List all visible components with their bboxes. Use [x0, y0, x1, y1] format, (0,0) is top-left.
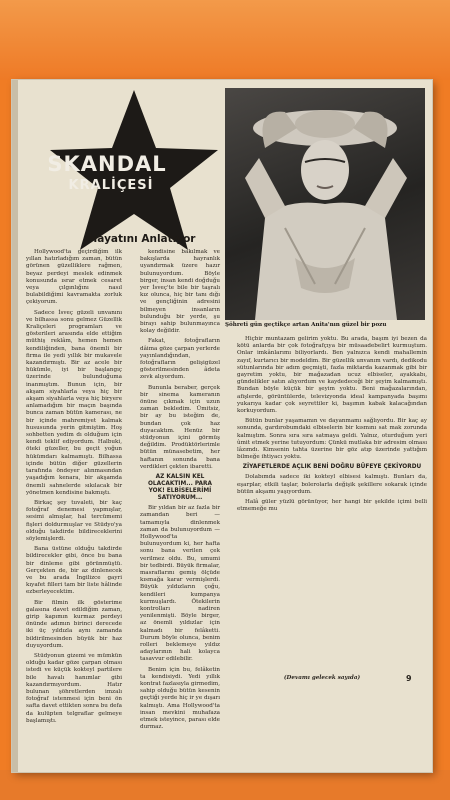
- photo-woman-hat: [225, 88, 425, 320]
- section-heading: AZ KALSIN KEL OLACAKTIM... PARA YOK! ELBİSELERİMİ SATIYORUM...: [148, 474, 212, 502]
- article-headline: Hayatını Anlatıyor: [88, 233, 196, 245]
- paragraph: Hollywood'ta geçirdiğim ilk yıllan hatırladığım zaman, bütün görünen güzelliklere rağmen, beyaz perdeyi meslek edinmek konusunda ısrar etmek cesaret veya çılgınlığını nasıl bulabildiğimi kavramakta zorluk çekiyorum.: [26, 249, 122, 306]
- column-left: [26, 249, 122, 728]
- paragraph: Bir filmin ilk gösterime galasına davet edildiğim zaman, girip kapımın kurmaz perdeyi önünde adımın birinci derecede iki üç yıldızla aynı zamanda bildirilmesinden büyük bir haz duyuyordum.: [26, 599, 122, 649]
- paragraph: Fakat, fotoğrafların dâima göze çarpan yerlerde yayınlandığından, fotoğrafların gelişigüzel gösterilmesinden âdeta zevk alıyordum.: [140, 338, 220, 381]
- photo-caption: Şöhreti gün geçtikçe artan Anita'nın güzel bir pozu: [225, 322, 387, 328]
- paragraph: Bununla beraber, gerçek bir sinema kameranın önüne çıkmak için uzun zaman bekledim. Ümitsiz, bir ay bu isteğim de, bundan çok haz duyacaktım. Henüz bir stüdyonun içini görmüş değildim. Prodüktörlerimle bütün münasebetim, her haftanın sonunda bana verdikleri çekten ibaretti.: [140, 384, 220, 470]
- column-middle: [140, 249, 220, 734]
- background-bottom: [0, 770, 450, 800]
- paragraph: kendisine bakılmak ve bakışlarda hayranlık uyandırmak üzere hazır bulunuyordum. Böyle birger, insan kendi doğduğu yer İsveç'te bile bir taşralı kız olunca, hiç bir tanı dığı ve gençliğinin adresini bilmeyen insanların bulunduğu bir yerde, şu birayı sahip bulunmayınca kolay değildir.: [140, 249, 220, 335]
- paragraph: Stüdyonun gizemi ve mümkün olduğu kadar göze çarpan olması istedi ve küçük kokteyl partilere bile havalı hanımlar gibi kazandırmıyordum. Hatır bulunan şöhretlerden imzalı fotoğraf istenmesi için beni ön safta davet ettikten sonra bu defa da kulüpten telgraflar gelmeye başlamıştı.: [26, 652, 122, 724]
- paragraph: Halâ güler yüzlü görünüyor, her hangi bir şekilde içimi belli etmemeğe mu: [237, 499, 427, 513]
- paragraph: Hiçbir muntazam gelirim yoktu. Bu arada, başım iyi bezen da kötü anlarda bir çok fotoğrafçıya bir müsaadebelirt kurmuştum. Onlar imkânlarımı biliyorlardı. Ben yalnızca kendi mahallemin zayıf, kurtarıcı bir modeldim. Bir güzellik unvanım vardı, dedikodu sütunlarında bir adım geçmişti, fazla miktarda kazanmak gibi bir gayretim yoktu, bir mağazadan ucuz elbiseler, ayakkabı, gündelikler satın alıyordum ve kaydedeceği bir şeyim kalmamıştı. Bundan böyle küçük bir şeyim yoktu. Beni mağazalarından, afişlerde, görüntülerde, televizyonda ideal kampanyada başımı yukarıya kadar çok seyrettiler ki, başımın kabak kalacağından korkuyordum.: [237, 336, 427, 415]
- paragraph: Bütün bunlar yaşamamın ve dayanmamı sağlıyordu. Bir kaç ay sonunda, gardırobumdaki elbiselerin bir kısmını sat mak zorunda kalmıştım. Sonra sıra sıra satmaya geldi. Yalnız, oturduğum yeri ûmit etmek yerine tutuyordum: Çünkü mutlaka bir adresim olması lâzımdı. Kimsenin tahta üzerine bir göz atıp üzerinde yattığım bilmeğe ihtiyacı yoktu.: [237, 418, 427, 461]
- paragraph: Bir yıldan bir az fazla bir zamandan beri — tamamıyla dinlenmek zaman da bulunuyordum — Hollywood'ta bulunuyordum ki, her hafta sonu bana verilen çek verilmez oldu. Bu, umumi bir tedbirdi. Büyük firmalar, masraflarını gemiş ölçüde kısmağa karar vermişlerdi. Büyük yıldızların çoğu, kendileri kumpanya kurmuşlardı. Ötekilerin kontrolları nadiren yenilenmişti. Böyle birger, az önemli yıldızlar için kalmadı bir felâketti. Durum böyle olunca, benim rolleri beklemeye yıldız adaylarının hali kolayca tasavvur edilebilir.: [140, 505, 220, 663]
- paragraph: Sadece İsveç güzeli unvanını ve bilhassa sonu gelmez Güzellik Kraliçeleri programları ve gösterileri arasında elde ettiğim müthiş reklâm, hemen hemen kendiliğinden, bana önemli bir firma ile yedi yıllık bir mukavele kazandırmıştı. Bir az acele bir hükümle, iyi bir başlangıç üzerinde bulunduğuma inanmıştım. Bunun için, bir akşam siyahlarla veya hiç bir akşam siyahlarla veya hiç biryere anlamadığım bir maçın başında bunca zaman bütün kamerası, ne bir içinde mahremiyet kalmak hususunda yerin gitmiştim. Hoş sohbetten yedim dı olduğum için kendi teklif ediyordum. Halbuki, öteki güzeller, bu geçit yoğun hükümdarı kalmamıştı. Bilhassa içinde bütün diğer güzellerin tarafında öndeyer alınmasından yaşadığım kenara, bir akşamda önemli sahnelerde sıkılacak bir yönetmen kendisine bakmıştı.: [26, 309, 122, 496]
- photo-illustration: [225, 88, 425, 320]
- paragraph: Bana üstüne olduğu takdirde bildirecekler gibi, önce bu bana bir dinleme gibi görünmüştü. Gerçekten de, bir az dinlenecek ve bu arada İngilizce gayri kıyafet filleri tam bir liste hâlinde ezberleyecektim.: [26, 546, 122, 596]
- magazine-page: [12, 80, 432, 772]
- paragraph: Benim için bu, felâketin ta kendisiydi. Yedi yıllık kontrat fazlasıyla girmedim, sahip olduğu bütün kesenin geçtiği yerde hiç ir ye dışarı kalmıştı. Ama Hollywood'ta insan mevkini muhafaza etmek isteyince, parası elde durmaz.: [140, 666, 220, 731]
- background-top: [0, 0, 450, 80]
- page-number: 9: [406, 674, 412, 683]
- paragraph: Birkaç şey tuvaleti, bir kaç fotoğraf denemesi yapmışlar, sesimi almışlar, hal tercümemi fişleri doldurmuşlar ve Stüdyo'ya olduğu takdirde bildireceklerini söylemişlerdi.: [26, 499, 122, 542]
- continued-note: (Devamı gelecek sayıda): [283, 675, 361, 681]
- page-binding-edge: [12, 80, 18, 772]
- section-heading: ZİYAFETLERDE AÇLIK BENİ DOĞRU BÜFEYE ÇEKİYORDU: [242, 464, 422, 471]
- paragraph: Dolabımda sadece iki kokteyl elbisesi kalmıştı. Bunları da, eşarplar, etkili taşlar, bolerolarla değişik şekillere sokarak içinde bütün akşamı yaşıyordum.: [237, 474, 427, 495]
- logo-title: SKANDAL: [47, 152, 167, 176]
- logo-subtitle: KRALİÇESİ: [68, 178, 154, 193]
- column-right: [237, 336, 427, 516]
